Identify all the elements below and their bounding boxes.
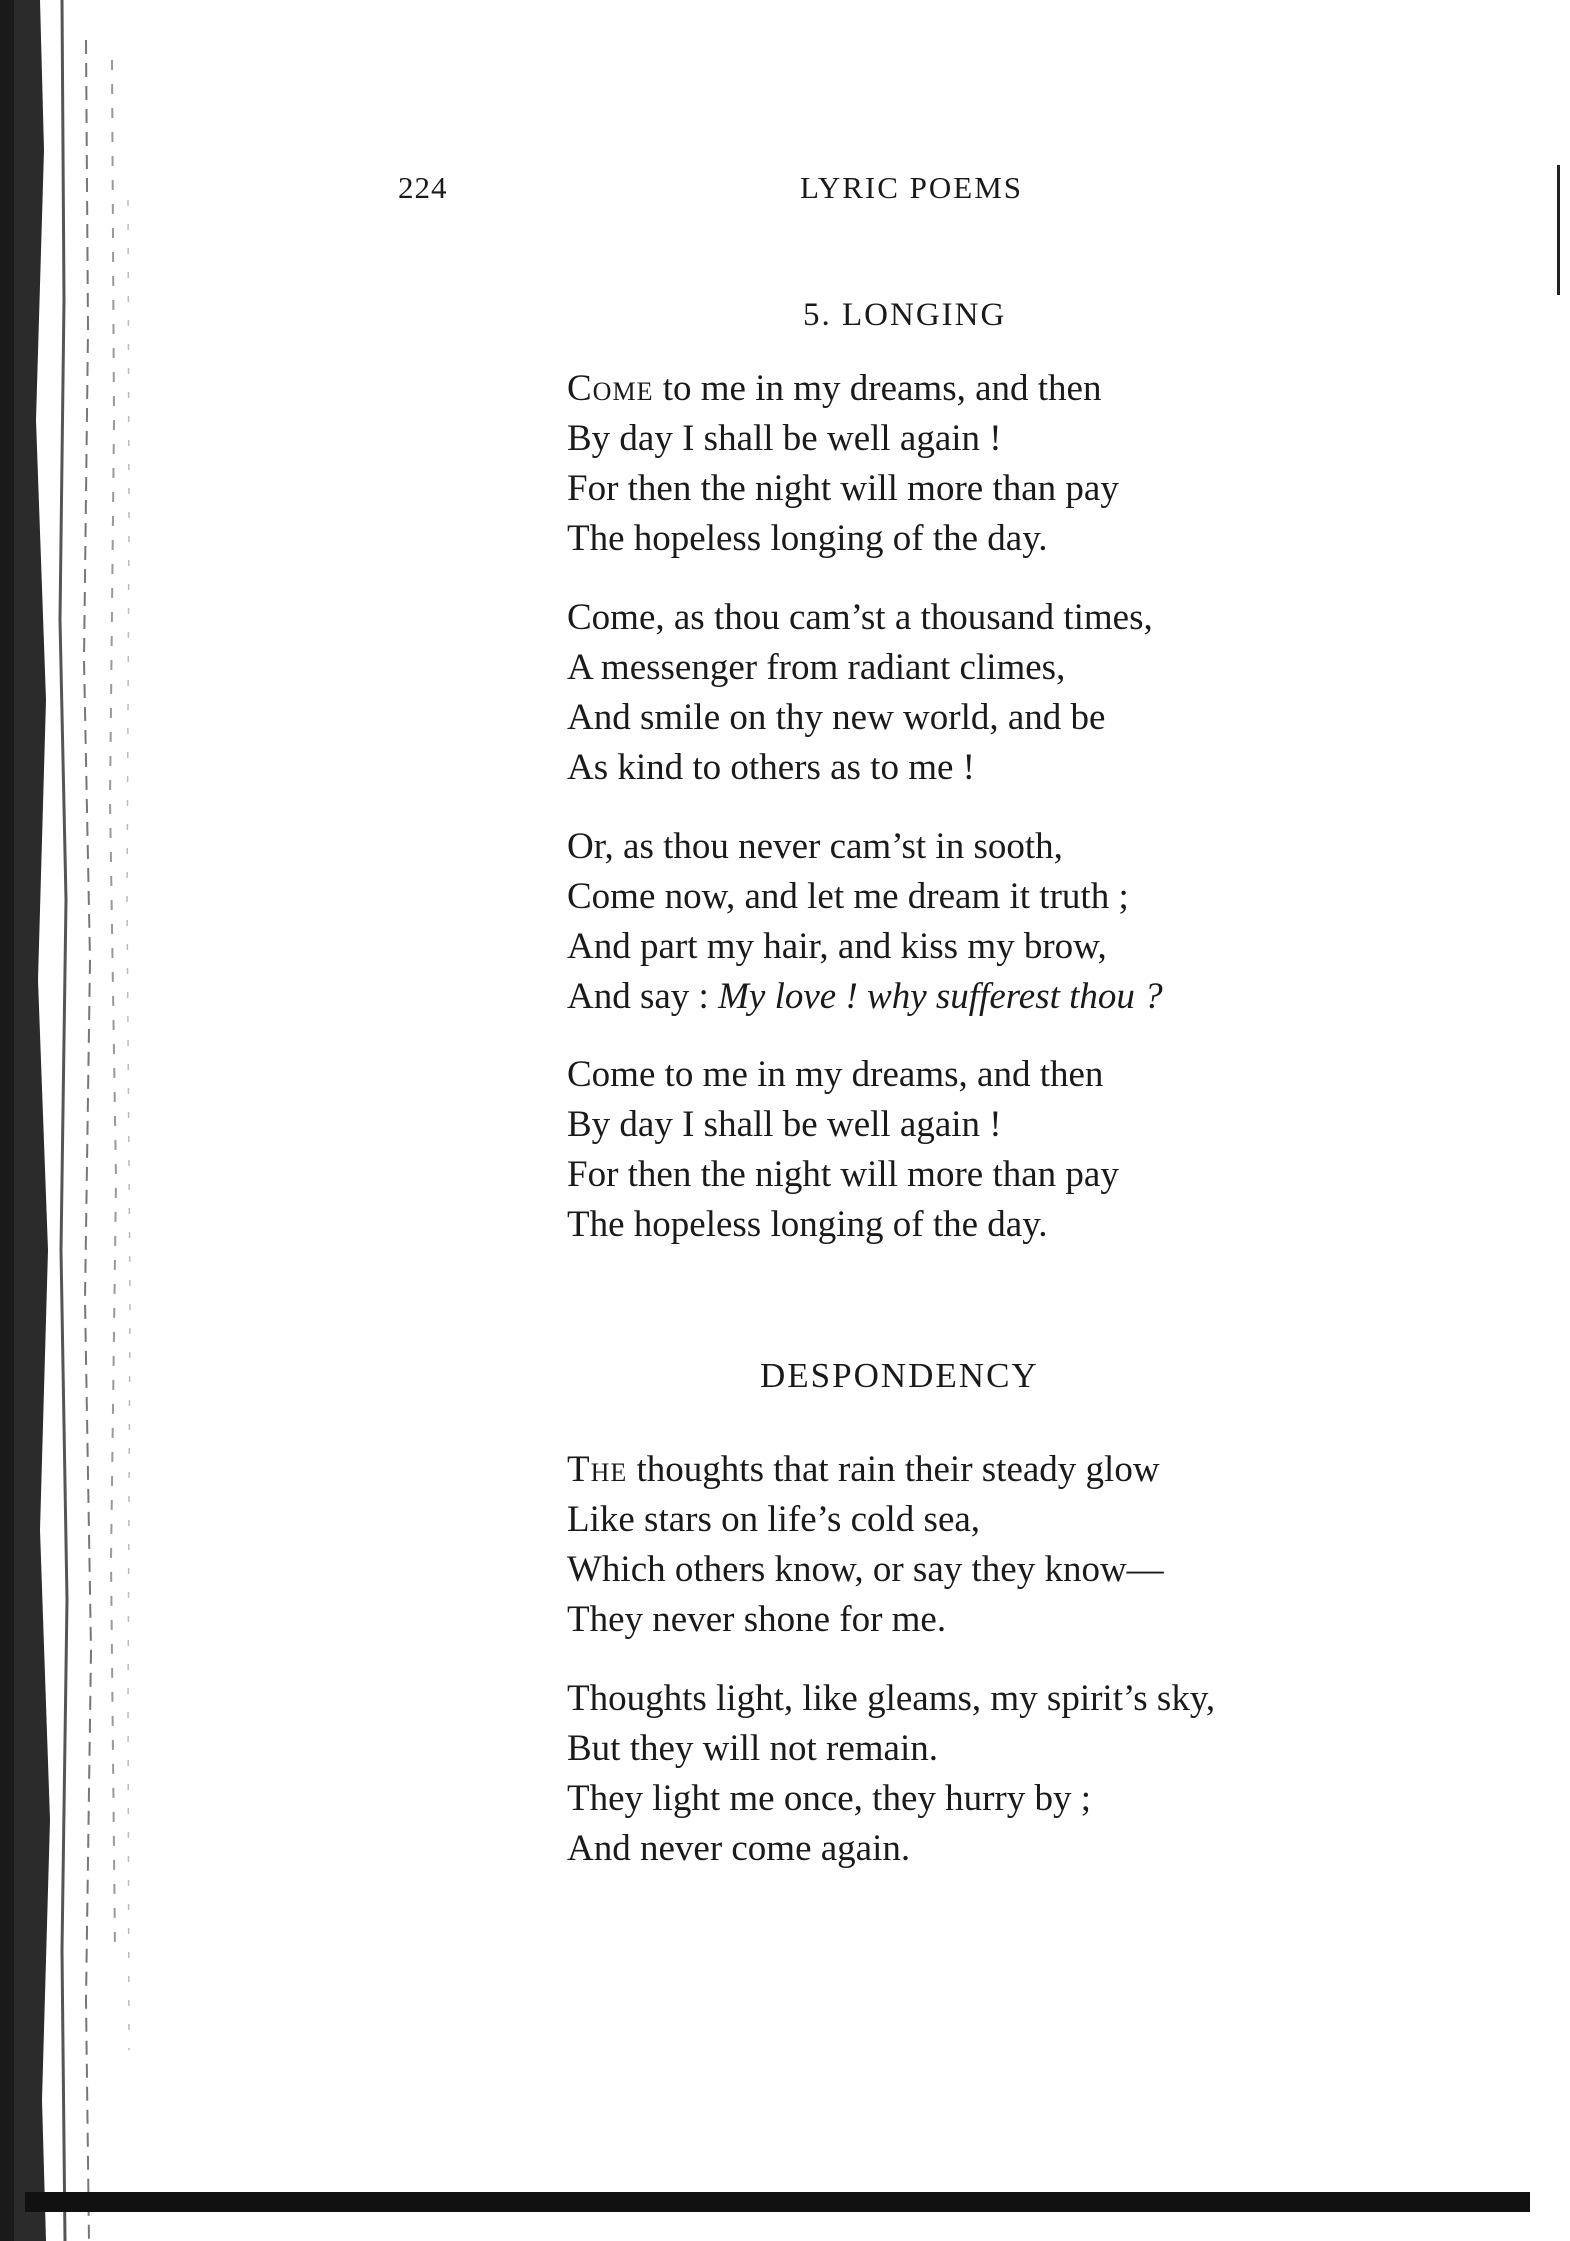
poem-line: But they will not remain. — [567, 1728, 938, 1769]
poem-line: A messenger from radiant climes, — [567, 647, 1066, 688]
poem-line: They never shone for me. — [567, 1599, 947, 1640]
poem-title-longing: 5. LONGING — [803, 297, 1007, 333]
despondency-stanza-1 — [567, 1445, 1557, 1645]
page-number: 224 — [398, 170, 448, 205]
poem-line: Thoughts light, like gleams, my spirit’s sky, — [567, 1678, 1216, 1719]
poem-line: Come, as thou cam’st a thousand times, — [567, 597, 1153, 638]
poem-line: They light me once, they hurry by ; — [567, 1778, 1092, 1819]
poem-line: For then the night will more than pay — [567, 1154, 1119, 1195]
line-rest: thoughts that rain their steady glow — [627, 1449, 1160, 1490]
line-prefix: And say : — [567, 976, 719, 1017]
poem-line: Come now, and let me dream it truth ; — [567, 876, 1129, 917]
poem-line: Like stars on life’s cold sea, — [567, 1499, 981, 1540]
poem-line: And part my hair, and kiss my brow, — [567, 926, 1107, 967]
drop-word: The — [567, 1449, 628, 1490]
longing-stanza-4 — [567, 1050, 1557, 1250]
poem-line: For then the night will more than pay — [567, 468, 1119, 509]
despondency-stanza-2 — [567, 1674, 1557, 1874]
line-rest: to me in my dreams, and then — [653, 368, 1102, 409]
poem-line: By day I shall be well again ! — [567, 418, 1002, 459]
italic-quote: My love ! why sufferest thou ? — [718, 976, 1163, 1017]
poem-line: Or, as thou never cam’st in sooth, — [567, 826, 1063, 867]
poem-line: And never come again. — [567, 1828, 911, 1869]
page-binding-edge — [0, 0, 140, 2241]
longing-stanza-3 — [567, 822, 1557, 1022]
poem-title-despondency: DESPONDENCY — [760, 1356, 1039, 1395]
poem-line: Which others know, or say they know— — [567, 1549, 1164, 1590]
poem-line: As kind to others as to me ! — [567, 747, 975, 788]
poem-line — [567, 364, 1557, 414]
running-head-title: LYRIC POEMS — [800, 170, 1024, 205]
longing-stanza-1 — [567, 364, 1557, 564]
poem-line: The hopeless longing of the day. — [567, 518, 1048, 559]
drop-word: Come — [567, 368, 654, 409]
poem-line: By day I shall be well again ! — [567, 1104, 1002, 1145]
scan-bottom-edge — [25, 2192, 1530, 2212]
poem-line — [567, 972, 1557, 1022]
poem-line — [567, 1445, 1557, 1495]
poem-line: The hopeless longing of the day. — [567, 1204, 1048, 1245]
longing-stanza-2 — [567, 593, 1557, 793]
scan-right-edge-mark — [1557, 165, 1560, 295]
poem-line: And smile on thy new world, and be — [567, 697, 1106, 738]
poem-line: Come to me in my dreams, and then — [567, 1054, 1104, 1095]
